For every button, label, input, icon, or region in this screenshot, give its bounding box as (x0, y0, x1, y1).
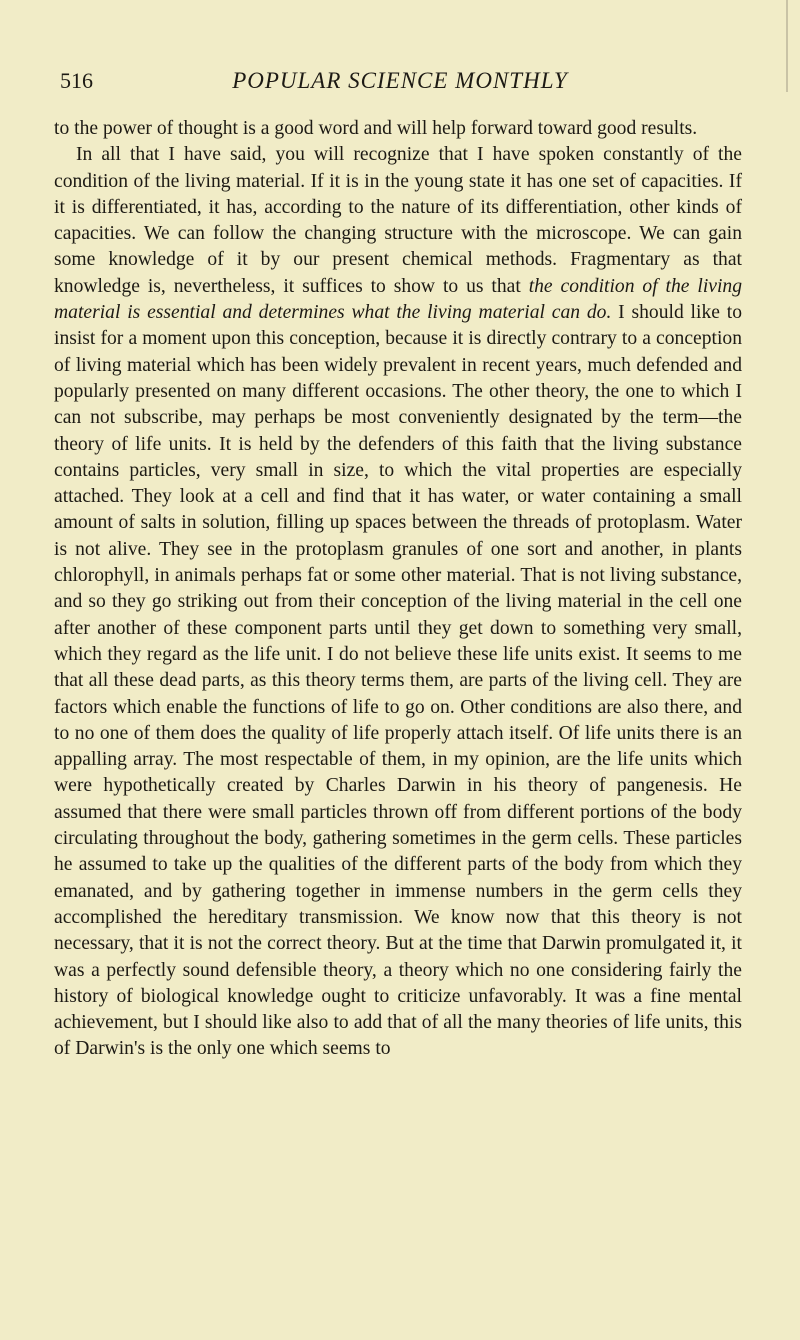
article-body (54, 116, 742, 1063)
italic-emphasis: the condition of the living material is essential and determines what the living material can do. (54, 275, 742, 324)
paragraph-text-start: In all that I have said, you will recognize that I have spoken constantly of the condition of the living material. If it is in the young state it has one set of capacities. If it is differentiated, it has, according to the nature of its differentiation, other kinds of capacities. We can follow the changing structure with the microscope. We can gain some knowledge of it by our present chemical methods. Fragmentary as that knowledge is, nevertheless, it suffices to show to us that (54, 144, 742, 297)
paragraph-main (54, 142, 742, 1062)
page-number: 516 (60, 68, 93, 93)
running-title: POPULAR SCIENCE MONTHLY (232, 68, 568, 93)
page-header (60, 68, 740, 104)
paragraph-text-end: I should like to insist for a moment upon this conception, because it is directly contrary to a conception of living material which has been widely prevalent in recent years, much defended and popularly presented on many different occasions. The other theory, the one to which I can not subscribe, may perhaps be most conveniently designated by the term—the theory of life units. It is held by the defenders of this faith that the living substance contains particles, very small in size, to which the vital properties are especially attached. They look at a cell and find that it has water, or water containing a small amount of salts in solution, filling up spaces between the threads of protoplasm. Water is not alive. They see in the protoplasm granules of one sort and another, in plants chlorophyll, in animals perhaps fat or some other material. That is not living substance, and so they go striking out from their conception of the living material in the cell one after another of these component parts until they get down to something very small, which they regard as the life unit. I do not believe these life units exist. It seems to me that all these dead parts, as this theory terms them, are parts of the living cell. They are factors which enable the functions of life to go on. Other conditions are also there, and to no one of them does the quality of life properly attach itself. Of life units there is an appalling array. The most respectable of them, in my opinion, are the life units which were hypothetically created by Charles Darwin in his theory of pangenesis. He assumed that there were small particles thrown off from different portions of the body circulating throughout the body, gathering sometimes in the germ cells. These particles he assumed to take up the qualities of the different parts of the body from which they emanated, and by gathering together in immense numbers in the germ cells they accomplished the hereditary transmission. We know now that this theory is not necessary, that it is not the correct theory. But at the time that Darwin promulgated it, it was a perfectly sound defensible theory, a theory which no one considering fairly the history of biological knowledge ought to criticize unfavorably. It was a fine mental achievement, but I should like also to add that of all the many theories of life units, this of Darwin's is the only one which seems to (54, 302, 742, 1060)
page-edge-mark (786, 0, 788, 92)
paragraph-continued: to the power of thought is a good word and will help forward toward good results. (54, 118, 698, 139)
